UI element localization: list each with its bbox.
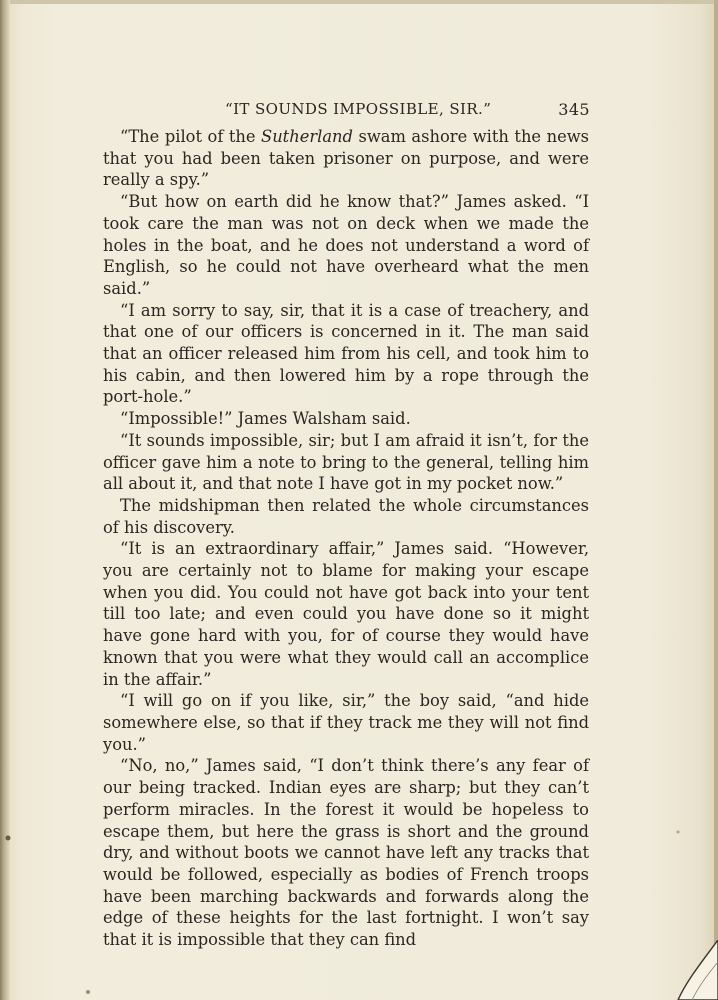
paragraph-text: “The pilot of the [120,127,262,146]
body-text [103,126,589,951]
running-title: “IT SOUNDS IMPOSSIBLE, SIR.” [225,100,492,118]
paragraph: “It sounds impossible, sir; but I am afraid it isn’t, for the officer gave him a note to bring to the general, telling him all about it, and that note I have got in my pocket now.” [103,430,589,494]
page-header [225,100,590,126]
paragraph: “But how on earth did he know that?” James asked. “I took care the man was not on deck when we made the holes in the boat, and he does not understand a word of English, so he could not have overheard what the men said.” [103,192,589,298]
page-corner-curl [658,940,718,1000]
page-right-edge [714,0,718,1000]
page-number: 345 [558,100,590,119]
paper-speck [86,990,90,994]
paragraph: “Impossible!” James Walsham said. [120,409,411,429]
paragraph: “I will go on if you like, sir,” the boy said, “and hide somewhere else, so that if they track me they will not find you.” [103,691,589,754]
paragraph: “I am sorry to say, sir, that it is a case of treachery, and that one of our officers is concerned in it. The man said that an officer released him from his cell, and took him to his cabin, and then lowered him by a rope through the port-hole.” [103,300,589,407]
paragraph [103,126,589,191]
paragraph-text: swam ashore with the news that you had been taken prisoner on purpose, and were really a spy.” [103,127,589,190]
page-top-edge [0,0,718,4]
paper-speck [677,831,680,834]
paragraph: “It is an extraordinary affair,” James said. “However, you are certainly not to blame for making your escape when you did. You could not have got back into your tent till too late; and even could you have done so it might have gone hard with you, for of course they would have known that you were what they would call an accomplice in the affair.” [103,539,589,689]
book-binding-edge [0,0,10,1000]
paragraph: The midshipman then related the whole circumstances of his discovery. [103,495,589,537]
paragraph: “No, no,” James said, “I don’t think there’s any fear of our being tracked. Indian eyes are sharp; but they can’t perform miracles. In the forest it would be hopeless to escape them, but here the grass is short and the ground dry, and without boots we cannot have left any tracks that would be followed, especially as bodies of French troops have been marching backwards and forwards along the edge of these heights for the last fortnight. I won’t say that it is impossible that they can find [103,756,589,950]
ship-name: Sutherland [261,127,353,146]
